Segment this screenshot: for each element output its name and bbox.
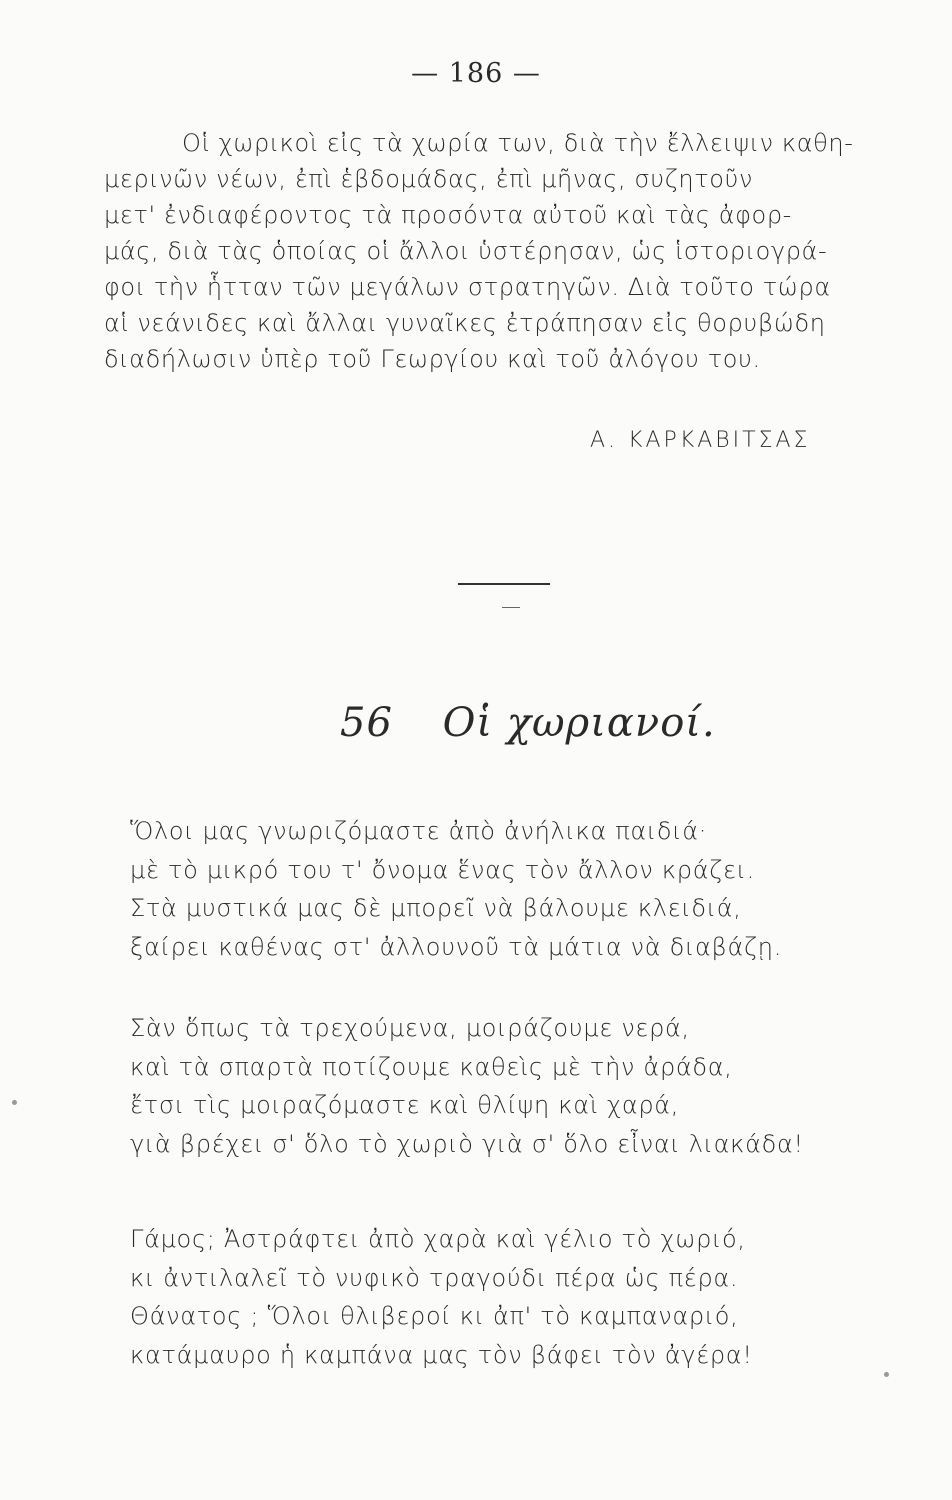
poem-line: Σὰν ὅπως τὰ τρεχούμενα, μοιράζουμε νερά, (130, 1014, 690, 1042)
section-divider (458, 583, 550, 585)
poem-line: Ὅλοι μας γνωριζόμαστε ἀπὸ ἀνήλικα παιδιά· (130, 817, 708, 845)
prose-line: μερινῶν νέων, ἐπὶ ἑβδομάδας, ἐπὶ μῆνας, συζητοῦν (104, 165, 754, 193)
prose-line: φοι τὴν ἧτταν τῶν μεγάλων στρατηγῶν. Διὰ τοῦτο τώρα (104, 273, 831, 301)
poem-line: κι ἀντιλαλεῖ τὸ νυφικὸ τραγούδι πέρα ὡς πέρα. (130, 1263, 739, 1292)
paper-speck (12, 1100, 17, 1105)
poem-line: ξαίρει καθένας στ' ἀλλουνοῦ τὰ μάτια νὰ διαβάζῃ. (130, 932, 783, 961)
prose-line: μάς, διὰ τὰς ὁποίας οἱ ἄλλοι ὑστέρησαν, ὡς ἱστοριογρά- (104, 237, 828, 265)
poem-stanza-2 (130, 1009, 890, 1163)
prose-line: μετ' ἐνδιαφέροντος τὰ προσόντα αὐτοῦ καὶ τὰς ἀφορ- (104, 201, 792, 229)
poem-line: καὶ τὰ σπαρτὰ ποτίζουμε καθεὶς μὲ τὴν ἀράδα, (130, 1052, 733, 1081)
prose-paragraph (104, 125, 914, 377)
author-signature: Α. ΚΑΡΚΑΒΙΤΣΑΣ (590, 428, 811, 453)
poem-title-text: Οἱ χωριανοί. (442, 700, 716, 746)
paper-speck (884, 1372, 889, 1377)
poem-line: ἔτσι τὶς μοιραζόμαστε καὶ θλίψη καὶ χαρά, (130, 1091, 680, 1119)
poem-line: Γάμος; Ἀστράφτει ἀπὸ χαρὰ καὶ γέλιο τὸ χωριό, (130, 1225, 746, 1253)
poem-title (340, 700, 716, 746)
poem-line: Θάνατος ; Ὅλοι θλιβεροί κι ἀπ' τὸ καμπαναριό, (130, 1302, 739, 1330)
poem-line: Στὰ μυστικά μας δὲ μπορεῖ νὰ βάλουμε κλειδιά, (130, 894, 742, 922)
prose-line: αἱ νεάνιδες καὶ ἄλλαι γυναῖκες ἐτράπησαν εἰς θορυβώδη (104, 309, 826, 337)
poem-stanza-1 (130, 812, 890, 966)
prose-line: Οἱ χωρικοὶ εἰς τὰ χωρία των, διὰ τὴν ἔλλειψιν καθη- (182, 129, 854, 157)
poem-line: γιὰ βρέχει σ' ὅλο τὸ χωριὸ γιὰ σ' ὅλο εἶναι λιακάδα! (130, 1129, 804, 1158)
poem-number: 56 (340, 700, 393, 746)
page-number: — 186 — (411, 58, 541, 89)
poem-line: κατάμαυρο ἡ καμπάνα μας τὸν βάφει τὸν ἀγέρα! (130, 1340, 753, 1369)
section-divider-small (502, 607, 520, 608)
poem-stanza-3 (130, 1220, 890, 1374)
poem-line: μὲ τὸ μικρό του τ' ὄνομα ἕνας τὸν ἄλλον κράζει. (130, 855, 755, 884)
prose-line: διαδήλωσιν ὑπὲρ τοῦ Γεωργίου καὶ τοῦ ἀλόγου του. (104, 345, 761, 373)
